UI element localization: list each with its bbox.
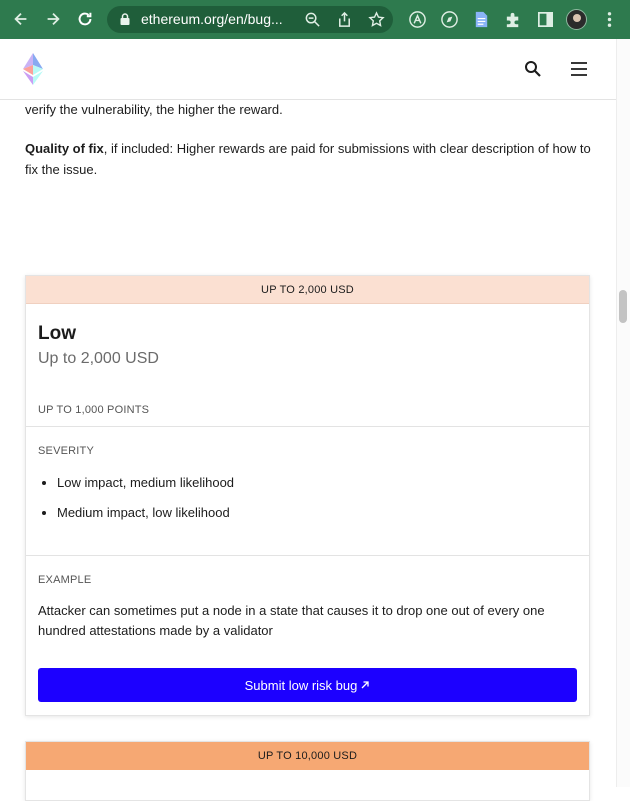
scrollbar-track[interactable] — [616, 39, 630, 787]
search-icon[interactable] — [523, 59, 543, 79]
profile-avatar[interactable] — [566, 9, 587, 30]
example-label: EXAMPLE — [38, 574, 92, 586]
zoom-icon[interactable] — [304, 11, 321, 28]
submit-low-risk-bug-button[interactable] — [38, 668, 577, 702]
low-card-subtitle: Up to 2,000 USD — [38, 350, 159, 367]
example-text: Attacker can sometimes put a node in a state that causes it to drop one out of every one hundred attestations made by a validator — [38, 603, 545, 638]
quality-of-fix-label: Quality of fix — [25, 141, 104, 156]
browser-toolbar — [0, 0, 630, 39]
medium-severity-card — [25, 741, 590, 801]
puzzle-icon[interactable] — [504, 10, 523, 29]
kebab-menu-icon[interactable] — [600, 10, 619, 29]
quality-of-fix-text: , if included: Higher rewards are paid for submissions with clear description of how to fix the issue. — [25, 141, 591, 177]
divider — [26, 426, 589, 427]
sidebar-icon[interactable] — [536, 10, 555, 29]
scrollbar-thumb[interactable] — [619, 290, 627, 323]
severity-item: • Medium impact, low likelihood — [57, 502, 234, 523]
external-link-arrow-icon — [360, 680, 370, 690]
extension-compass-icon[interactable] — [440, 10, 459, 29]
back-arrow-icon[interactable] — [10, 8, 32, 30]
divider — [26, 555, 589, 556]
severity-item: • Low impact, medium likelihood — [57, 472, 234, 493]
address-bar[interactable] — [107, 6, 393, 33]
extension-a-icon[interactable] — [408, 10, 427, 29]
extension-doc-icon[interactable] — [472, 10, 491, 29]
severity-label: SEVERITY — [38, 445, 95, 457]
lock-icon[interactable] — [118, 12, 132, 26]
low-severity-card — [25, 275, 590, 716]
medium-card-banner: UP TO 10,000 USD — [26, 742, 589, 770]
site-header — [0, 39, 616, 100]
low-card-banner: UP TO 2,000 USD — [26, 276, 589, 304]
low-card-points: UP TO 1,000 POINTS — [38, 404, 150, 416]
reload-icon[interactable] — [74, 8, 96, 30]
quality-of-fix-paragraph — [25, 138, 595, 180]
share-icon[interactable] — [336, 11, 353, 28]
severity-list — [57, 472, 234, 532]
url-text[interactable]: ethereum.org/en/bug... — [141, 11, 283, 27]
submit-button-label: Submit low risk bug — [244, 677, 358, 693]
forward-arrow-icon[interactable] — [42, 8, 64, 30]
menu-icon[interactable] — [569, 59, 589, 79]
bookmark-star-icon[interactable] — [368, 11, 385, 28]
ethereum-logo[interactable] — [23, 53, 43, 85]
intro-fragment: verify the vulnerability, the higher the reward. — [25, 102, 283, 117]
low-card-title: Low — [38, 323, 76, 344]
